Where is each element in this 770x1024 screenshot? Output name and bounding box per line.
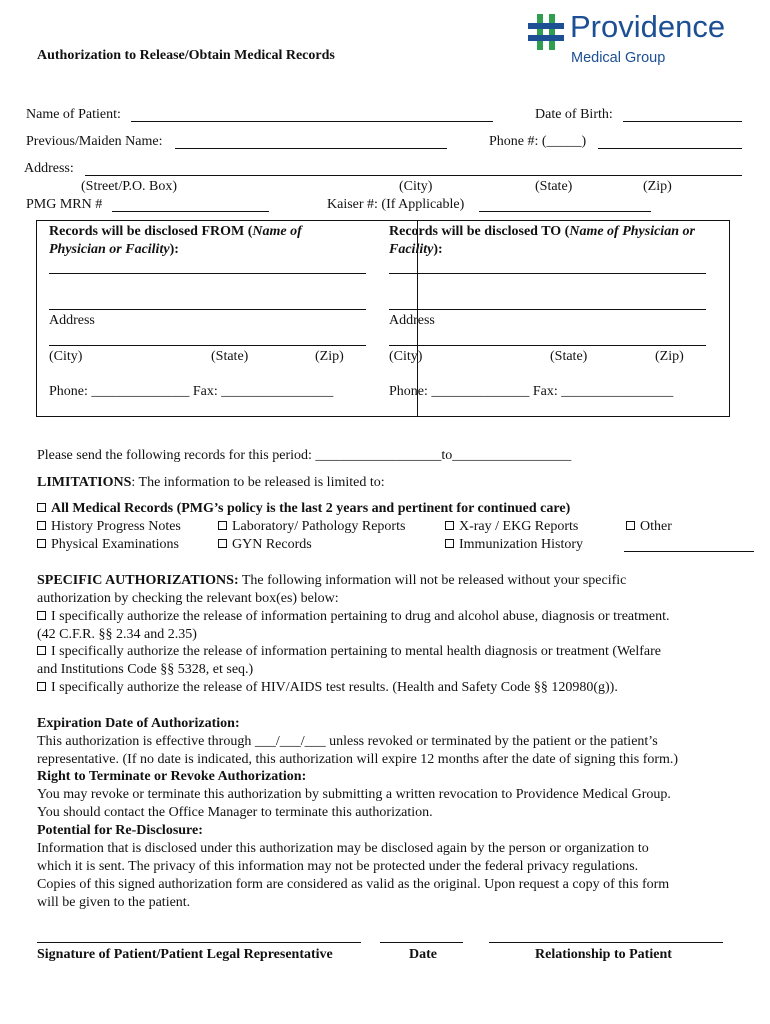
- checkbox-icon[interactable]: [218, 521, 227, 530]
- checkbox-icon[interactable]: [37, 503, 46, 512]
- option-physical-exams[interactable]: Physical Examinations: [37, 536, 179, 554]
- mrn-field[interactable]: [112, 211, 269, 212]
- patient-name-label: Name of Patient:: [26, 107, 121, 122]
- expiration-line-1[interactable]: This authorization is effective through ___/___/___ unless revoked or terminated by the patient or the patient’s: [37, 734, 658, 749]
- checkbox-icon[interactable]: [218, 539, 227, 548]
- limitations-line: [37, 474, 385, 492]
- dob-field[interactable]: [623, 121, 742, 122]
- option-xray-ekg[interactable]: X-ray / EKG Reports: [445, 518, 578, 536]
- from-phone-fax[interactable]: Phone: ______________ Fax: ________________: [49, 384, 334, 399]
- checkbox-icon[interactable]: [445, 521, 454, 530]
- from-zip-label: (Zip): [315, 349, 344, 364]
- mental-health-citation: and Institutions Code §§ 5328, et seq.): [37, 662, 254, 677]
- zip-caption: (Zip): [643, 179, 672, 194]
- hiv-aids-option[interactable]: I specifically authorize the release of HIV/AIDS test results. (Health and Safety Code §§ 120980(g)).: [37, 679, 618, 697]
- redisclosure-heading: Potential for Re-Disclosure:: [37, 823, 203, 838]
- option-lab-pathology[interactable]: Laboratory/ Pathology Reports: [218, 518, 405, 536]
- from-city-label: (City): [49, 349, 83, 364]
- to-heading-line2: Facility):: [389, 242, 443, 257]
- revoke-line-1: You may revoke or terminate this authorization by submitting a written revocation to Providence Medical Group.: [37, 787, 671, 802]
- from-name-field[interactable]: [49, 273, 366, 274]
- relationship-label: Relationship to Patient: [535, 947, 672, 962]
- other-field[interactable]: [624, 551, 754, 552]
- from-city-field[interactable]: [49, 345, 366, 346]
- to-street-field[interactable]: [389, 309, 706, 310]
- redisclosure-line-3: Copies of this signed authorization form are considered as valid as the original. Upon request a copy of this form: [37, 877, 670, 892]
- expiration-line-2: representative. (If no date is indicated, this authorization will expire 12 months after the date of signing this form.): [37, 752, 679, 767]
- limitations-label: LIMITATIONS: [37, 475, 132, 490]
- revoke-heading: Right to Terminate or Revoke Authorization:: [37, 769, 307, 784]
- from-street-field[interactable]: [49, 309, 366, 310]
- redisclosure-line-4: will be given to the patient.: [37, 895, 191, 910]
- state-caption: (State): [535, 179, 573, 194]
- checkbox-icon[interactable]: [37, 539, 46, 548]
- address-label: Address:: [24, 161, 74, 176]
- dob-label: Date of Birth:: [535, 107, 613, 122]
- to-state-label: (State): [550, 349, 588, 364]
- expiration-heading: Expiration Date of Authorization:: [37, 716, 240, 731]
- drug-alcohol-option[interactable]: I specifically authorize the release of information pertaining to drug and alcohol abuse, diagnosis or treatment.: [37, 608, 670, 626]
- date-label: Date: [409, 947, 437, 962]
- maiden-name-field[interactable]: [175, 148, 447, 149]
- to-address-label: Address: [389, 313, 435, 328]
- specific-auth-intro: SPECIFIC AUTHORIZATIONS: The following information will not be released without your specific: [37, 573, 627, 588]
- form-title: Authorization to Release/Obtain Medical Records: [37, 48, 335, 63]
- all-records-option[interactable]: All Medical Records (PMG’s policy is the last 2 years and pertinent for continued care): [37, 500, 570, 518]
- phone-field[interactable]: [598, 148, 742, 149]
- kaiser-label: Kaiser #: (If Applicable): [327, 197, 465, 212]
- providence-logo: [528, 9, 728, 72]
- checkbox-icon[interactable]: [37, 521, 46, 530]
- mrn-label: PMG MRN #: [26, 197, 103, 212]
- to-name-field[interactable]: [389, 273, 706, 274]
- to-zip-label: (Zip): [655, 349, 684, 364]
- checkbox-icon[interactable]: [37, 646, 46, 655]
- maiden-name-label: Previous/Maiden Name:: [26, 134, 163, 149]
- city-caption: (City): [399, 179, 433, 194]
- to-city-field[interactable]: [389, 345, 706, 346]
- option-other[interactable]: Other: [626, 518, 672, 536]
- patient-name-field[interactable]: [131, 121, 493, 122]
- phone-label: Phone #: (_____): [489, 134, 587, 149]
- option-immunization[interactable]: Immunization History: [445, 536, 583, 554]
- checkbox-icon[interactable]: [37, 611, 46, 620]
- street-caption: (Street/P.O. Box): [81, 179, 178, 194]
- option-history-progress-notes[interactable]: History Progress Notes: [37, 518, 181, 536]
- checkbox-icon[interactable]: [626, 521, 635, 530]
- redisclosure-line-1: Information that is disclosed under this authorization may be disclosed again by the person or organization to: [37, 841, 649, 856]
- limitations-text: : The information to be released is limited to:: [131, 475, 385, 490]
- checkbox-icon[interactable]: [37, 682, 46, 691]
- to-heading-line1: Records will be disclosed TO (Name of Physician or: [389, 224, 695, 239]
- brand-name: Providence: [570, 9, 726, 44]
- brand-subtitle: Medical Group: [571, 50, 666, 66]
- specific-auth-label: SPECIFIC AUTHORIZATIONS:: [37, 573, 239, 588]
- drug-alcohol-citation: (42 C.F.R. §§ 2.34 and 2.35): [37, 627, 197, 642]
- from-state-label: (State): [211, 349, 249, 364]
- mental-health-option[interactable]: I specifically authorize the release of information pertaining to mental health diagnosis or treatment (Welfare: [37, 643, 661, 661]
- signature-field[interactable]: [37, 942, 361, 943]
- to-phone-fax[interactable]: Phone: ______________ Fax: ________________: [389, 384, 674, 399]
- redisclosure-line-2: which it is sent. The privacy of this information may not be protected under the federal privacy regulations.: [37, 859, 639, 874]
- to-city-label: (City): [389, 349, 423, 364]
- records-period[interactable]: Please send the following records for this period: __________________to_________________: [37, 448, 572, 463]
- from-address-label: Address: [49, 313, 95, 328]
- from-heading-line1: Records will be disclosed FROM (Name of: [49, 224, 302, 239]
- revoke-line-2: You should contact the Office Manager to terminate this authorization.: [37, 805, 433, 820]
- checkbox-icon[interactable]: [445, 539, 454, 548]
- providence-cross-icon: [528, 14, 564, 50]
- date-field[interactable]: [380, 942, 463, 943]
- specific-auth-intro-2: authorization by checking the relevant box(es) below:: [37, 591, 339, 606]
- address-field[interactable]: [85, 175, 742, 176]
- option-gyn-records[interactable]: GYN Records: [218, 536, 312, 554]
- from-heading-line2: Physician or Facility):: [49, 242, 179, 257]
- kaiser-field[interactable]: [479, 211, 651, 212]
- relationship-field[interactable]: [489, 942, 723, 943]
- signature-label: Signature of Patient/Patient Legal Representative: [37, 947, 333, 962]
